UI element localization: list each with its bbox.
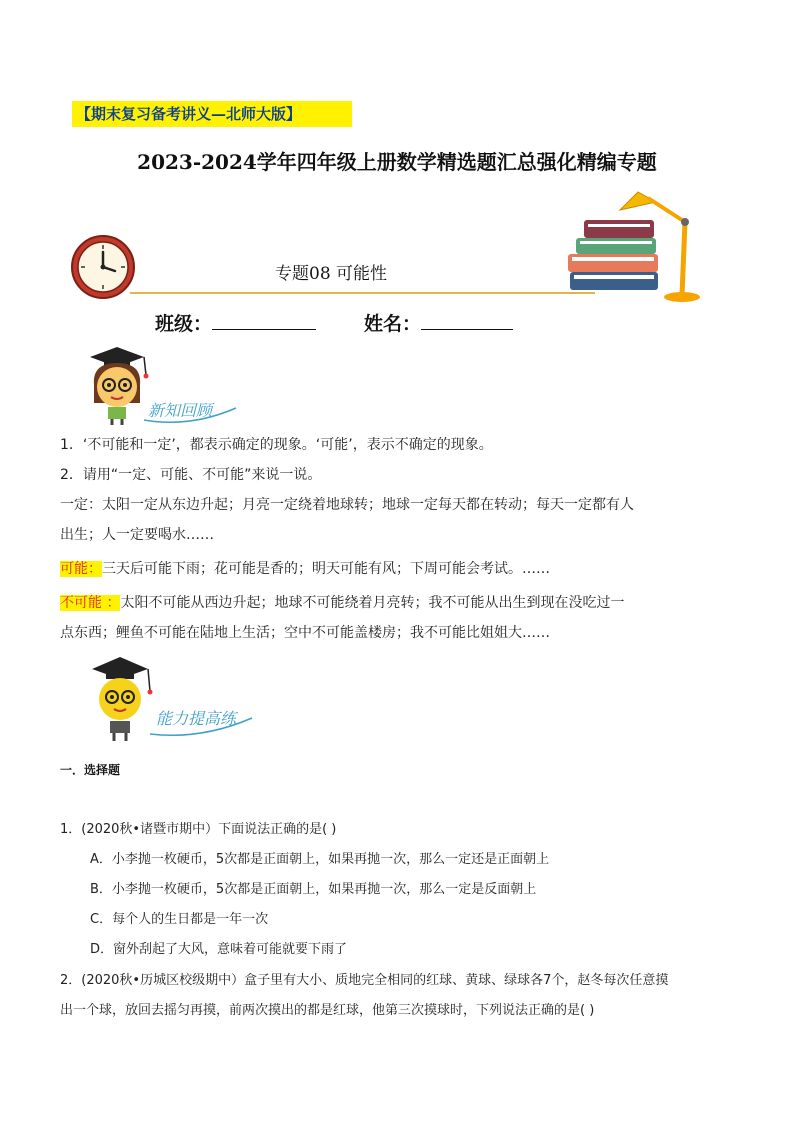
books-lamp-icon [560, 180, 710, 305]
question-1-stem: 1．(2020秋•诸暨市期中）下面说法正确的是( ) [60, 822, 337, 837]
header-tag: 【期末复习备考讲义—北师大版】 [72, 101, 352, 127]
heading-swoosh-icon [140, 388, 240, 426]
class-blank[interactable] [212, 311, 316, 330]
practice-heading: 能力提高练 [156, 709, 237, 728]
knowledge-line-3: 一定：太阳一定从东边升起；月亮一定绕着地球转；地球一定每天都在转动；每天一定都有人 [60, 497, 634, 513]
clock-icon [70, 234, 136, 300]
question-1-option-a[interactable]: A．小李抛一枚硬币，5次都是正面朝上，如果再抛一次，那么一定还是正面朝上 [90, 852, 550, 867]
possible-text: 三天后可能下雨；花可能是香的；明天可能有风；下周可能会考试。…… [102, 561, 550, 577]
knowledge-line-1: 1．‘不可能和一定’，都表示确定的现象。‘可能’，表示不确定的现象。 [60, 437, 493, 453]
knowledge-line-4: 出生；人一定要喝水…… [60, 527, 214, 543]
question-1-option-c[interactable]: C．每个人的生日都是一年一次 [90, 912, 269, 927]
knowledge-heading: 新知回顾 [148, 401, 213, 420]
knowledge-line-2: 2．请用“一定、可能、不可能”来说一说。 [60, 467, 322, 483]
name-field [364, 309, 513, 336]
banner-divider [130, 292, 595, 294]
class-label: 班级： [155, 313, 213, 335]
question-2-line-2: 出一个球，放回去摇匀再摸，前两次摸出的都是红球，他第三次摸球时，下列说法正确的是( ) [60, 1003, 595, 1018]
question-1-option-b[interactable]: B．小李抛一枚硬币，5次都是正面朝上，如果再抛一次，那么一定是反面朝上 [90, 882, 537, 897]
name-label: 姓名： [364, 313, 422, 335]
name-blank[interactable] [421, 311, 513, 330]
impossible-label: 不可能 ： [60, 595, 121, 611]
question-2-line-1: 2．(2020秋•历城区校级期中）盒子里有大小、质地完全相同的红球、黄球、绿球各7个，赵冬每次任意摸 [60, 973, 669, 988]
page-title: 2023-2024学年四年级上册数学精选题汇总强化精编专题 [137, 150, 657, 174]
possible-label: 可能： [60, 561, 102, 577]
impossible-text: 太阳不可能从西边升起；地球不可能绕着月亮转；我不可能从出生到现在没吃过一 [120, 595, 625, 611]
heading-swoosh-icon [146, 700, 256, 738]
class-field [155, 309, 316, 336]
question-1-option-d[interactable]: D．窗外刮起了大风，意味着可能就要下雨了 [90, 942, 348, 957]
knowledge-line-6 [60, 588, 624, 618]
knowledge-line-5 [60, 554, 550, 584]
section-title: 一．选择题 [60, 763, 121, 777]
topic-title: 专题08 可能性 [275, 264, 388, 284]
knowledge-line-7: 点东西；鲤鱼不可能在陆地上生活；空中不可能盖楼房；我不可能比姐姐大…… [60, 625, 550, 641]
